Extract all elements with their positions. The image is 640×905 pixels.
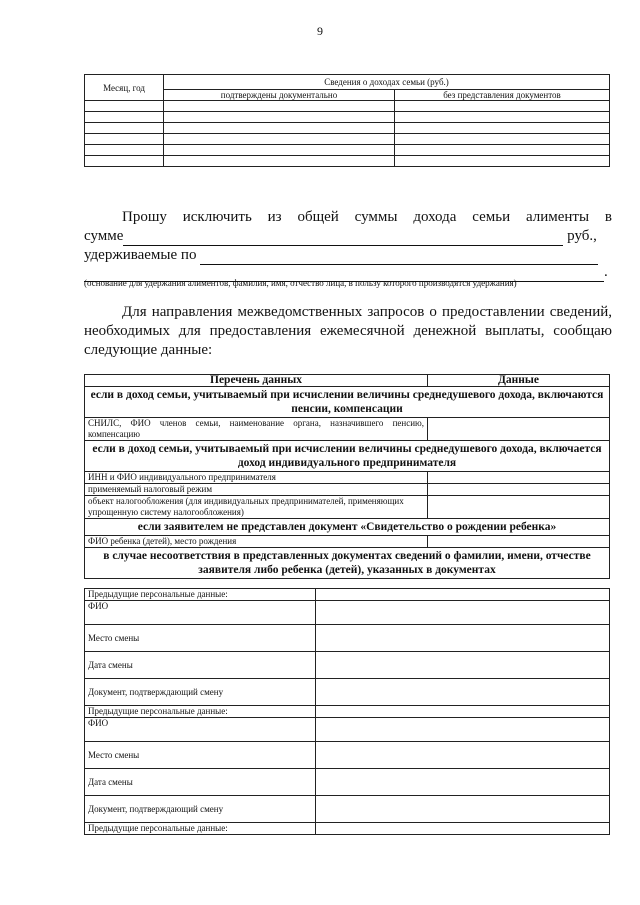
value-fio-1[interactable]: [316, 601, 610, 625]
prev-place-2: Место смены: [85, 742, 316, 769]
sum-label: сумме: [84, 228, 124, 244]
value-object[interactable]: [428, 496, 610, 519]
sub-unconfirmed: без представления документов: [395, 90, 610, 101]
table-row: [85, 156, 610, 167]
prev-title-3: Предыдущие персональные данные:: [85, 823, 316, 835]
data-table: [84, 374, 610, 579]
value-inn[interactable]: [428, 472, 610, 484]
value-fio-2[interactable]: [316, 718, 610, 742]
section-birth: если заявителем не представлен документ «Свидетельство о рождении ребенка»: [85, 519, 610, 536]
sub-confirmed: подтверждены документально: [164, 90, 395, 101]
table-row: [85, 145, 610, 156]
prev-fio-1: ФИО: [85, 601, 316, 625]
value-doc-2[interactable]: [316, 796, 610, 823]
row-inn: ИНН и ФИО индивидуального предпринимателя: [85, 472, 428, 484]
row-snils: СНИЛС, ФИО членов семьи, наименование органа, назначившего пенсию, компенсацию: [85, 418, 428, 441]
row-child: ФИО ребенка (детей), место рождения: [85, 536, 428, 548]
prev-doc-2: Документ, подтверждающий смену: [85, 796, 316, 823]
alimony-sum-row: [84, 227, 612, 246]
section-pension: если в доход семьи, учитываемый при исчислении величины среднедушевого дохода, включаются пенсии, компенсации: [85, 387, 610, 418]
table-row: [85, 112, 610, 123]
prev-place-1: Место смены: [85, 625, 316, 652]
row-object: объект налогообложения (для индивидуальных предпринимателей, применяющих упрощенную систему налогообложения): [85, 496, 428, 519]
value-place-2[interactable]: [316, 742, 610, 769]
table-row: [85, 101, 610, 112]
alimony-line1: Прошу исключить из общей суммы дохода семьи алименты в: [122, 209, 612, 225]
sum-field[interactable]: [123, 231, 563, 246]
col-list: Перечень данных: [85, 375, 428, 387]
withheld-label: удерживаемые по: [84, 247, 197, 263]
alimony-note: (основание для удержания алиментов, фамилия, имя, отчество лица, в пользу которого производятся удержания): [84, 278, 517, 288]
prev-date-1: Дата смены: [85, 652, 316, 679]
col-data: Данные: [428, 375, 610, 387]
value-place-1[interactable]: [316, 625, 610, 652]
table-row: [85, 134, 610, 145]
col-income: Сведения о доходах семьи (руб.): [164, 75, 610, 90]
page-number: 9: [317, 24, 323, 38]
section-entrepreneur: если в доход семьи, учитываемый при исчислении величины среднедушевого дохода, включается доход индивидуального предпринимателя: [85, 441, 610, 472]
income-table: [84, 74, 610, 167]
value-child[interactable]: [428, 536, 610, 548]
value-tax[interactable]: [428, 484, 610, 496]
prev-doc-1: Документ, подтверждающий смену: [85, 679, 316, 706]
value-snils[interactable]: [428, 418, 610, 441]
value-date-1[interactable]: [316, 652, 610, 679]
prev-title-2: Предыдущие персональные данные:: [85, 706, 316, 718]
prev-title-1: Предыдущие персональные данные:: [85, 589, 316, 601]
col-month: Месяц, год: [85, 75, 164, 101]
table-row: [85, 123, 610, 134]
section-mismatch: в случае несоответствия в представленных документах сведений о фамилии, имени, отчестве заявителя либо ребенка (детей), указанных в документах: [85, 548, 610, 579]
prev-date-2: Дата смены: [85, 769, 316, 796]
row-tax: применяемый налоговый режим: [85, 484, 428, 496]
value-doc-1[interactable]: [316, 679, 610, 706]
previous-data-table: [84, 588, 610, 835]
value-date-2[interactable]: [316, 769, 610, 796]
prev-fio-2: ФИО: [85, 718, 316, 742]
rub-label: руб.,: [567, 228, 597, 244]
intro-paragraph: Для направления межведомственных запросов о предоставлении сведений, необходимых для предоставления ежемесячной денежной выплаты, сообщаю следующие данные:: [84, 304, 612, 358]
period: .: [604, 264, 608, 280]
